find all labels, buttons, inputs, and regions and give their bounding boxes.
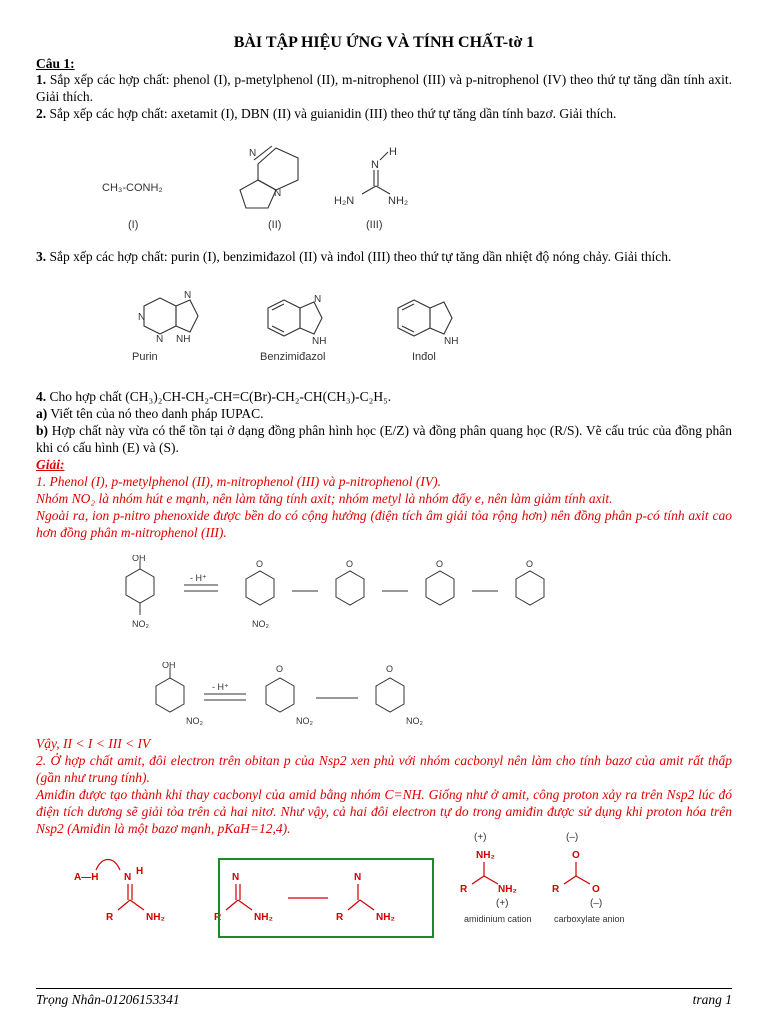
question-2 — [36, 105, 732, 122]
m-nitrophenoxide-resonance — [136, 662, 496, 732]
amidine-h: H — [136, 866, 144, 877]
res2-r: R — [336, 912, 344, 923]
question-4-text: Cho hợp chất (CH₃)₂CH-CH₂-CH=C(Br)-CH₂-CH(CH₃)-C₂H₅. — [49, 389, 392, 404]
question-4b — [36, 422, 732, 456]
benzimidazole-name: Benzimiđazol — [260, 351, 326, 363]
amidinium-plus-top: (+) — [474, 832, 487, 843]
question-1 — [36, 71, 732, 105]
purine-nh: NH — [176, 334, 191, 345]
label-ii: (II) — [268, 219, 282, 231]
res1-n: N — [232, 872, 240, 883]
o-label-4: O — [526, 559, 534, 569]
label-i: (I) — [128, 219, 139, 231]
amidine-r: R — [106, 912, 114, 923]
minus-h-label-m: - H⁺ — [212, 682, 229, 692]
indole-name: Inđol — [412, 351, 436, 363]
res1-r: R — [214, 912, 222, 923]
question-3-number: 3. — [36, 249, 47, 264]
question-3-text: Sắp xếp các hợp chất: purin (I), benzimiđazol (II) và inđol (III) theo thứ tự tăng dần nhiệt độ nóng chảy. Giải thích. — [49, 249, 672, 264]
guanidine-h2n: H₂N — [334, 195, 355, 207]
o-label-m1: O — [276, 664, 284, 674]
acetamide-formula: CH₃-CONH₂ — [102, 182, 163, 194]
footer-author: Trọng Nhân-01206153341 — [36, 992, 180, 1007]
o-label-2: O — [346, 559, 354, 569]
no2-label-2: NO₂ — [252, 619, 269, 629]
carboxylate-o-top: O — [572, 850, 580, 861]
amidinium-r: R — [460, 884, 468, 895]
o-label-3: O — [436, 559, 444, 569]
p-nitrophenoxide-resonance — [96, 555, 596, 655]
amidinium-nh2-top: NH₂ — [476, 850, 495, 861]
purine-n1: N — [138, 312, 146, 323]
acid-label: A—H — [74, 872, 99, 883]
carboxylate-minus-top: (–) — [566, 832, 579, 843]
footer-page-number: trang 1 — [692, 992, 732, 1007]
purine-n3: N — [184, 290, 192, 301]
res2-nh2: NH₂ — [376, 912, 395, 923]
o-label-1: O — [256, 559, 264, 569]
solution-heading: Giải: — [36, 457, 65, 472]
benzimidazole-structure — [268, 300, 322, 336]
no2-label-m2: NO₂ — [296, 716, 313, 726]
question-4-number: 4. — [36, 389, 47, 404]
guanidine-h: H — [389, 146, 397, 158]
purine-n2: N — [156, 334, 164, 345]
carboxylate-o: O — [592, 884, 600, 895]
amidinium-plus-bottom: (+) — [496, 898, 509, 909]
question-2-text: Sắp xếp các hợp chất: axetamit (I), DBN (II) và guianidin (III) theo thứ tự tăng dần tính bazơ. Giải thích. — [49, 106, 617, 121]
question-4a-text: Viết tên của nó theo danh pháp IUPAC. — [50, 406, 264, 421]
question-2-number: 2. — [36, 106, 47, 121]
document-page — [36, 0, 732, 1024]
guanidine-nh2: NH₂ — [388, 195, 409, 207]
carboxylate-minus-bottom: (–) — [590, 898, 603, 909]
page-title: BÀI TẬP HIỆU ỨNG VÀ TÍNH CHẤT-tờ 1 — [233, 34, 535, 51]
benzimidazole-n: N — [314, 294, 322, 305]
resonance-box — [218, 858, 434, 938]
amidinium-label: amidinium cation — [464, 914, 532, 924]
question-heading: Câu 1: — [36, 56, 75, 71]
res1-nh2: NH₂ — [254, 912, 273, 923]
amidinium-nh2: NH₂ — [498, 884, 517, 895]
oh-label: OH — [132, 555, 146, 563]
oh-label-m: OH — [162, 662, 176, 670]
footer-divider — [36, 988, 732, 989]
no2-label: NO₂ — [132, 619, 149, 629]
carboxylate-r: R — [552, 884, 560, 895]
o-label-m2: O — [386, 664, 394, 674]
no2-label-m1: NO₂ — [186, 716, 203, 726]
solution-line-5: Amiđin được tạo thành khi thay cacbonyl của amid bằng nhóm C=NH. Giống như ở amit, công proton xảy ra trên Nsp2 lúc đó điện tích dương sẽ giải tỏa trên cả hai nitơ. Như vậy, cả hai đôi electron tự do trong amiđin được sử dụng khi proton hóa trên Nsp2 (Amiđin là một bazơ mạnh, pKaH=12,4). — [36, 787, 732, 836]
question-4a-label: a) — [36, 406, 48, 421]
label-iii: (III) — [366, 219, 383, 231]
question-4 — [36, 388, 732, 405]
solution-line-2: Nhóm NO₂ là nhóm hút e mạnh, nên làm tăng tính axit; nhóm metyl là nhóm đẩy e, nên làm giảm tính axit. — [36, 491, 613, 506]
dbn-n-top: N — [249, 148, 257, 159]
amidine-nh2: NH₂ — [146, 912, 165, 923]
solution-line-1: 1. Phenol (I), p-metylphenol (II), m-nitrophenol (III) và p-nitrophenol (IV). — [36, 474, 441, 489]
acidity-order: Vậy, II < I < III < IV — [36, 736, 151, 751]
purine-structure — [144, 298, 198, 334]
guanidine-n: N — [371, 159, 379, 171]
question-4b-label: b) — [36, 423, 49, 438]
q2-structures — [36, 128, 732, 238]
res2-n: N — [354, 872, 362, 883]
indole-structure — [398, 300, 452, 336]
question-4a — [36, 405, 732, 422]
no2-label-m3: NO₂ — [406, 716, 423, 726]
question-4b-text: Hợp chất này vừa có thể tồn tại ở dạng đồng phân hình học (E/Z) và đồng phân quang học (R/S). Vẽ cấu trúc của đồng phân khi có cấu hình (E) và (S). — [36, 423, 733, 455]
solution-line-4: 2. Ở hợp chất amit, đôi electron trên obitan p của Nsp2 xen phủ với nhóm cacbonyl nên làm cho tính bazơ của amit rất thấp (gần như trung tính). — [36, 753, 732, 785]
dbn-n-bottom: N — [274, 188, 282, 199]
question-3 — [36, 248, 732, 265]
indole-nh: NH — [444, 336, 459, 347]
solution-line-3: Ngoài ra, ion p-nitro phenoxide được bền do có cộng hưởng (điện tích âm giải tỏa rộng hơn) nên đồng phân p-có tính axit cao hơn đồng phân m-nitrophenol (III). — [36, 508, 732, 540]
benzimidazole-nh: NH — [312, 336, 327, 347]
minus-h-label: - H⁺ — [190, 573, 207, 583]
question-1-number: 1. — [36, 72, 47, 87]
amidine-n: N — [124, 872, 132, 883]
purine-name: Purin — [132, 351, 158, 363]
carboxylate-label: carboxylate anion — [554, 914, 625, 924]
question-1-text: Sắp xếp các hợp chất: phenol (I), p-metylphenol (II), m-nitrophenol (III) và p-nitrophenol (IV) theo thứ tự tăng dần tính axit. Giải thích. — [36, 72, 733, 104]
q3-structures — [36, 288, 732, 378]
